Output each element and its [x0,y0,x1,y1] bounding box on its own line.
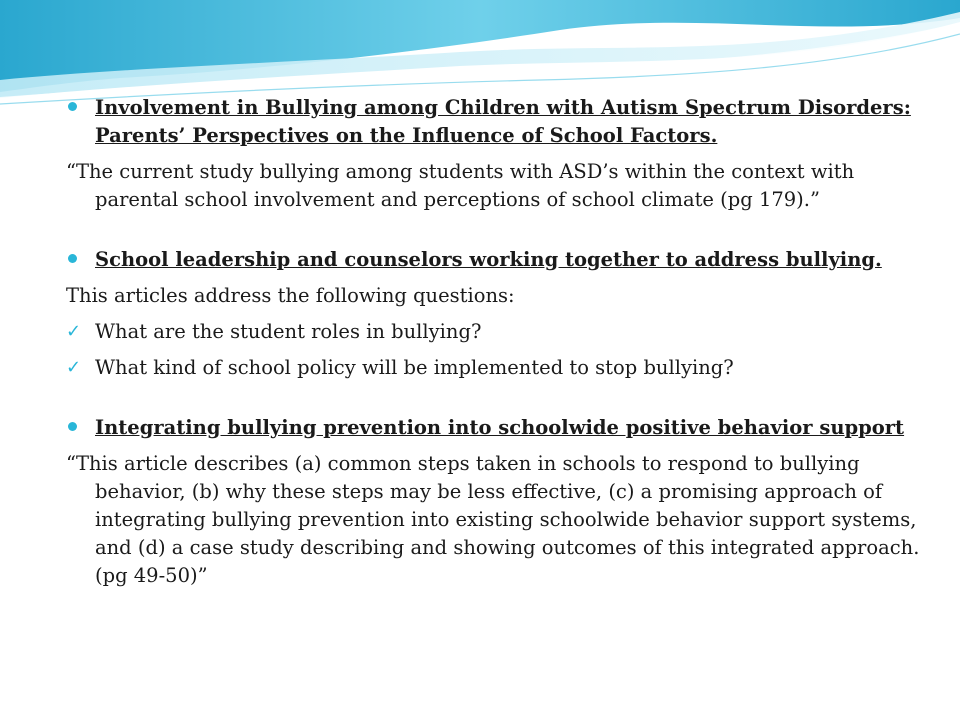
section-school-leadership [66,246,926,274]
checkmark-icon: ✓ [66,321,82,342]
checkmark-icon: ✓ [66,357,82,378]
bullet-icon [68,102,77,111]
question-item [66,318,926,346]
article-title-leadership: School leadership and counselors working together to address bullying. [95,248,882,271]
questions-intro: This articles address the following questions: [66,284,515,307]
quote-autism: “The current study bullying among students with ASD’s within the context with parental school involvement and perceptions of school climate (pg 179).” [66,160,855,211]
quote-pbs: “This article describes (a) common steps taken in schools to respond to bullying behavior, (b) why these steps may be less effective, (c) a promising approach of integrating bullying prevention into existing schoolwide behavior support systems, and (d) a case study describing and showing outcomes of this integrated approach. (pg 49-50)” [66,452,920,587]
question-item [66,354,926,382]
section-autism-bullying [66,94,926,150]
question-text: What kind of school policy will be implemented to stop bullying? [95,356,734,379]
article-title-pbs: Integrating bullying prevention into schoolwide positive behavior support [95,416,905,439]
bullet-icon [68,422,77,431]
slide-content [66,94,926,590]
bullet-icon [68,254,77,263]
article-title-autism: Involvement in Bullying among Children with Autism Spectrum Disorders: Parents’ Perspectives on the Influence of School Factors. [95,96,911,147]
section-schoolwide-pbs [66,414,926,442]
question-text: What are the student roles in bullying? [95,320,482,343]
